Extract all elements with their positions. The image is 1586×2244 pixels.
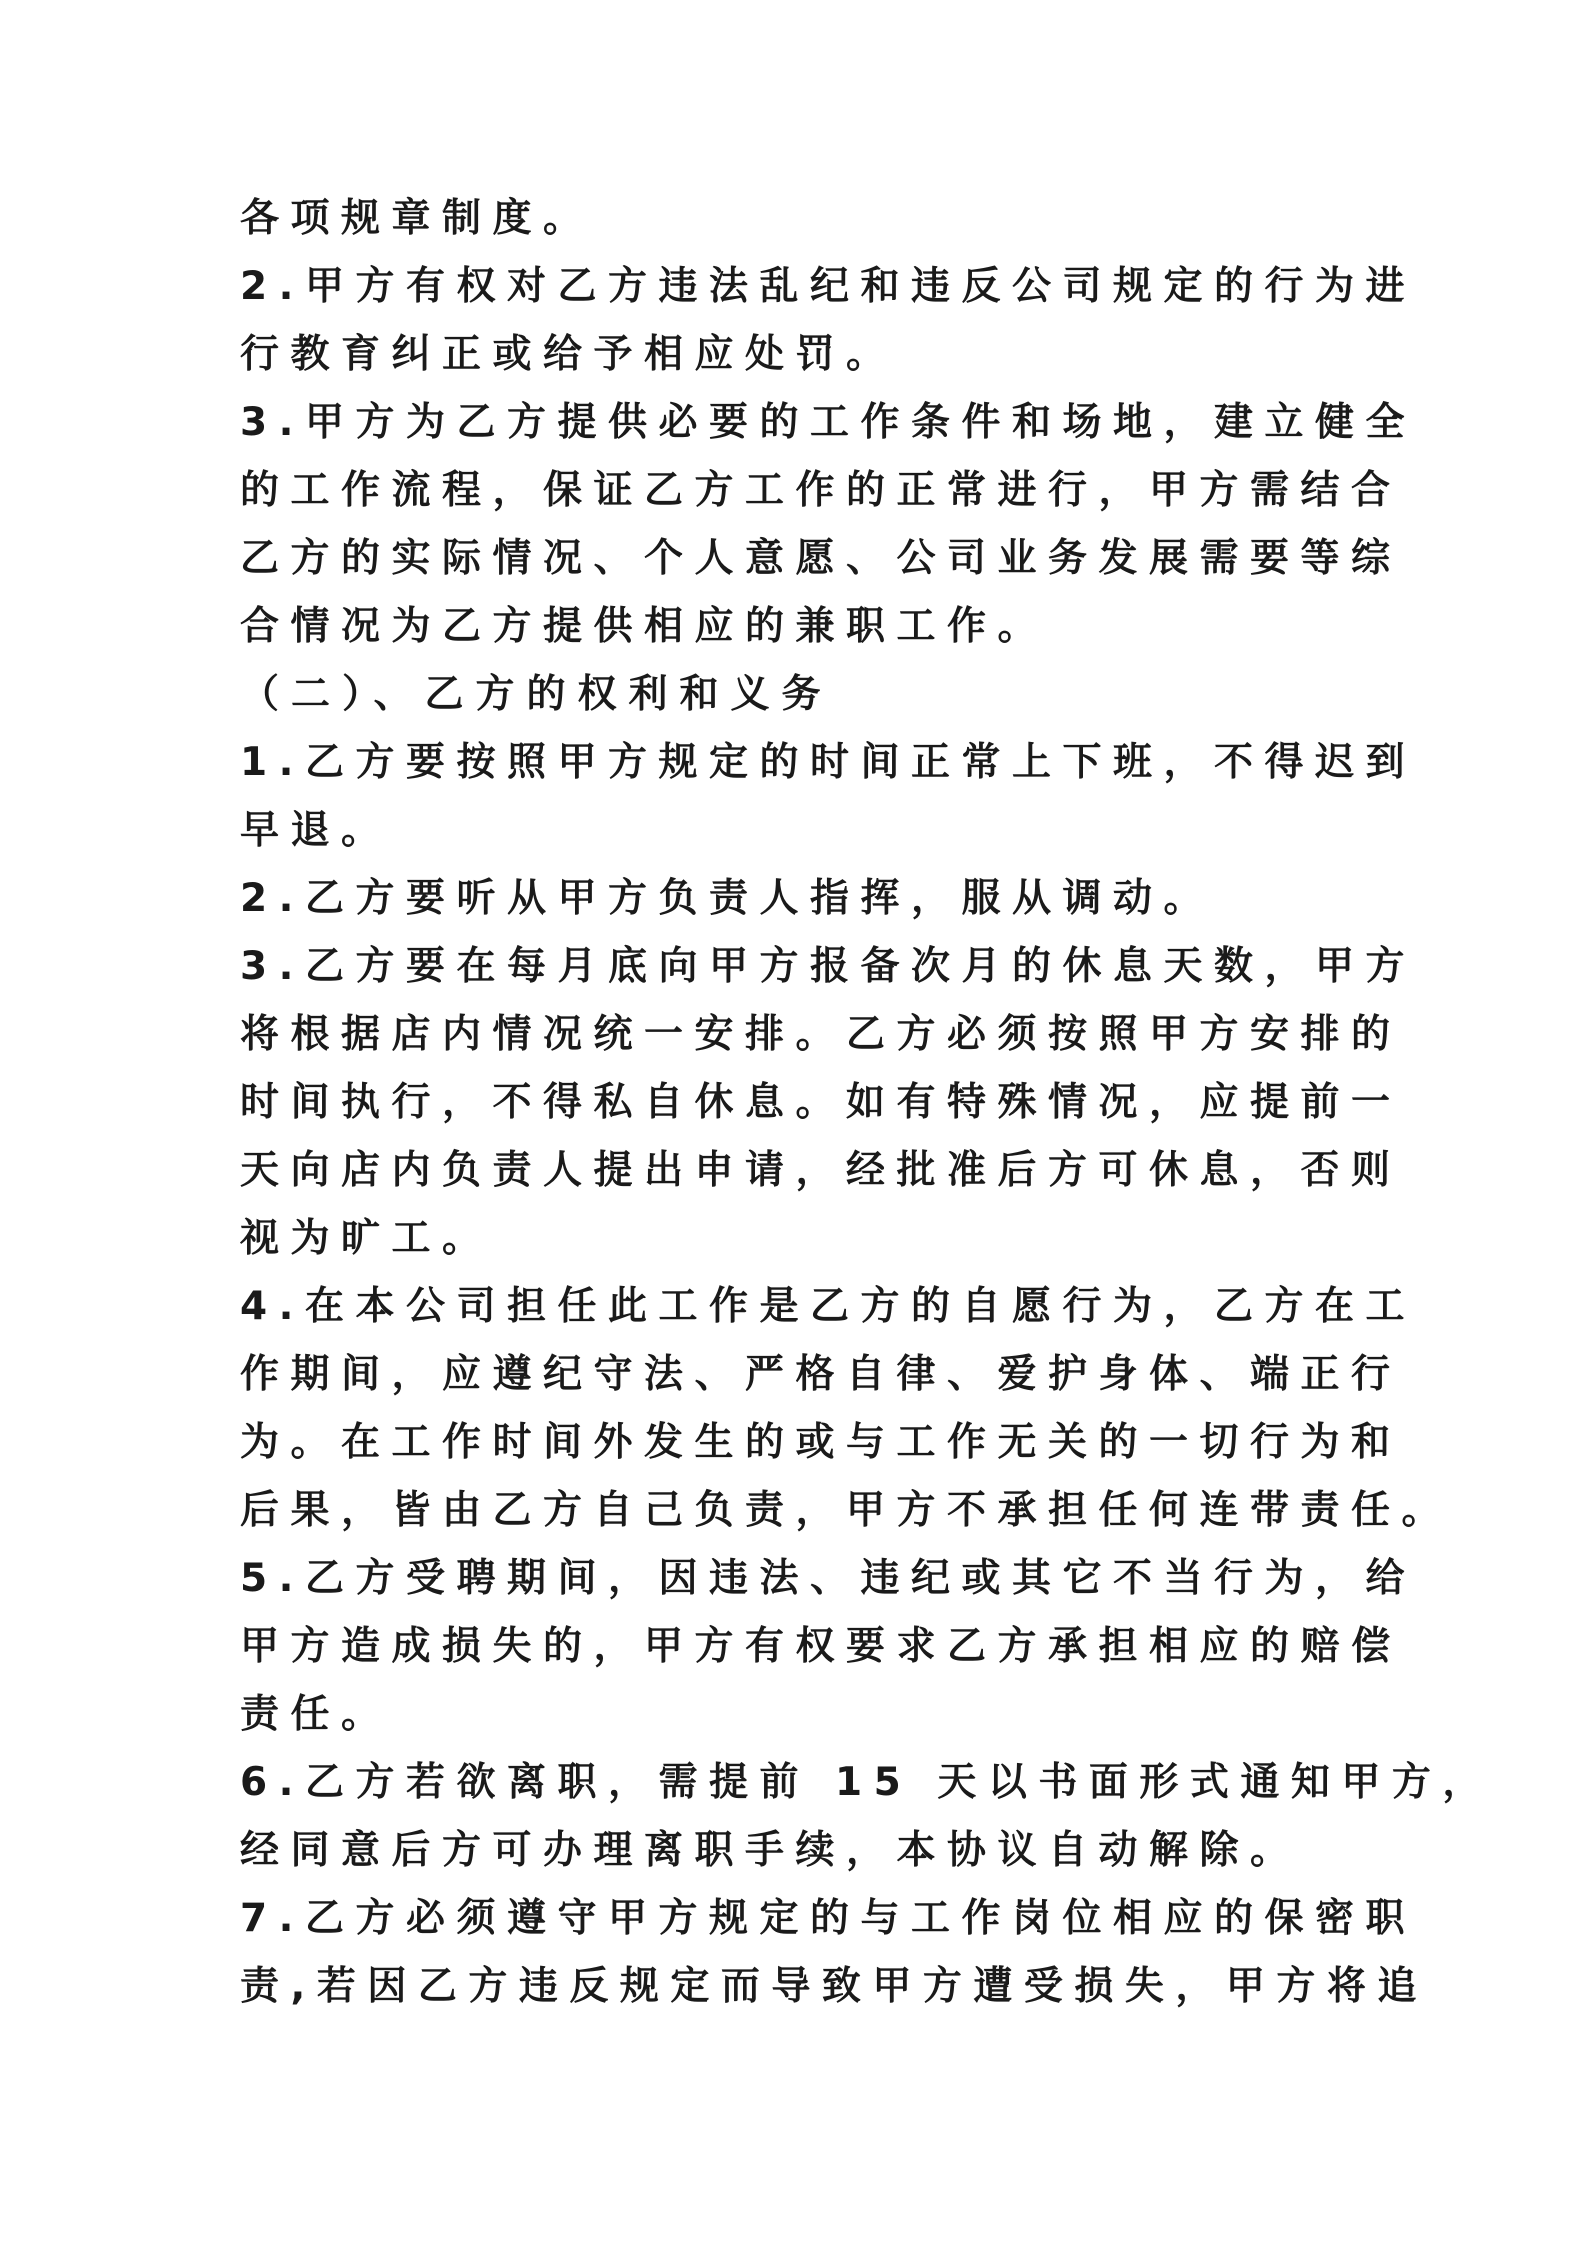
text-line: 2.甲方有权对乙方违法乱纪和违反公司规定的行为进 — [240, 264, 1416, 309]
text-line: 2.乙方要听从甲方负责人指挥，服从调动。 — [240, 876, 1214, 921]
text-line: 为。在工作时间外发生的或与工作无关的一切行为和 — [240, 1420, 1402, 1465]
text-line: 天向店内负责人提出申请，经批准后方可休息，否则 — [240, 1148, 1402, 1193]
text-line: 5.乙方受聘期间，因违法、违纪或其它不当行为，给 — [240, 1556, 1416, 1601]
text-line: 视为旷工。 — [240, 1216, 493, 1261]
text-line: 合情况为乙方提供相应的兼职工作。 — [240, 604, 1049, 649]
section-heading: （二）、乙方的权利和义务 — [240, 672, 833, 717]
text-line: 乙方的实际情况、个人意愿、公司业务发展需要等综 — [240, 536, 1402, 581]
text-line: 7.乙方必须遵守甲方规定的与工作岗位相应的保密职 — [240, 1896, 1416, 1941]
text-line: 将根据店内情况统一安排。乙方必须按照甲方安排的 — [240, 1012, 1402, 1057]
text-line: 3.乙方要在每月底向甲方报备次月的休息天数，甲方 — [240, 944, 1416, 989]
text-line: 6.乙方若欲离职，需提前 15 天以书面形式通知甲方， — [240, 1760, 1493, 1805]
text-line: 作期间，应遵纪守法、严格自律、爱护身体、端正行 — [240, 1352, 1402, 1397]
text-line: 责,若因乙方违反规定而导致甲方遭受损失，甲方将追 — [240, 1964, 1428, 2009]
text-line: 3.甲方为乙方提供必要的工作条件和场地，建立健全 — [240, 400, 1416, 445]
document-body — [240, 185, 1560, 2021]
text-line: 后果，皆由乙方自己负责，甲方不承担任何连带责任。 — [240, 1488, 1453, 1533]
text-line: 各项规章制度。 — [240, 196, 594, 241]
text-line: 早退。 — [240, 808, 392, 853]
text-line: 甲方造成损失的，甲方有权要求乙方承担相应的赔偿 — [240, 1624, 1402, 1669]
text-line: 行教育纠正或给予相应处罚。 — [240, 332, 897, 377]
text-line: 经同意后方可办理离职手续，本协议自动解除。 — [240, 1828, 1301, 1873]
text-line: 1.乙方要按照甲方规定的时间正常上下班，不得迟到 — [240, 740, 1416, 785]
text-line: 4.在本公司担任此工作是乙方的自愿行为，乙方在工 — [240, 1284, 1416, 1329]
text-line: 责任。 — [240, 1692, 392, 1737]
text-line: 时间执行，不得私自休息。如有特殊情况，应提前一 — [240, 1080, 1402, 1125]
text-line: 的工作流程，保证乙方工作的正常进行，甲方需结合 — [240, 468, 1402, 513]
